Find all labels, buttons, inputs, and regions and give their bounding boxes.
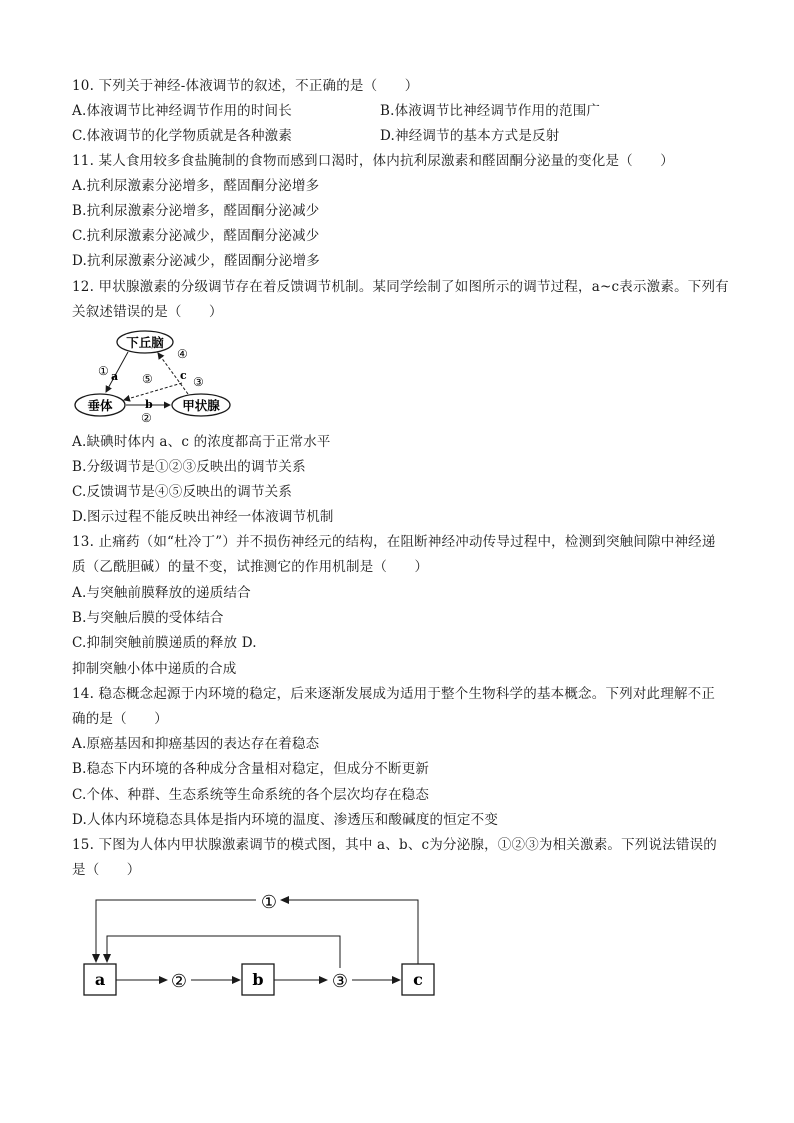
q13-stem-line1: 13. 止痛药（如“杜冷丁”）并不损伤神经元的结构，在阻断神经冲动传导过程中，检测到突触间隙中神经递 — [72, 534, 716, 550]
q14-option-b: B.稳态下内环境的各种成分含量相对稳定，但成分不断更新 — [72, 761, 430, 777]
q10-stem: 10. 下列关于神经-体液调节的叙述，不正确的是（ ） — [72, 78, 419, 94]
label-1: ① — [98, 364, 109, 378]
hormone-2-label: ② — [170, 971, 188, 992]
q14-option-c: C.个体、种群、生态系统等生命系统的各个层次均存在稳态 — [72, 787, 430, 803]
gland-c-label: c — [413, 970, 423, 989]
q12-option-b: B.分级调节是①②③反映出的调节关系 — [72, 459, 306, 475]
q11-option-b: B.抗利尿激素分泌增多，醛固酮分泌减少 — [72, 203, 320, 219]
q10-option-c: C.体液调节的化学物质就是各种激素 — [72, 128, 293, 144]
q14-option-d: D.人体内环境稳态具体是指内环境的温度、渗透压和酸碱度的恒定不变 — [72, 812, 499, 828]
label-b: b — [145, 398, 153, 411]
arrow-feedback-5 — [124, 383, 182, 400]
q10-option-a: A.体液调节比神经调节作用的时间长 — [72, 103, 292, 119]
q13-option-b: B.与突触后膜的受体结合 — [72, 610, 224, 626]
arrow-c-to-1 — [281, 900, 418, 964]
q12-option-d: D.图示过程不能反映出神经一体液调节机制 — [72, 509, 334, 525]
q15-stem-line1: 15. 下图为人体内甲状腺激素调节的模式图，其中 a、b、c为分泌腺，①②③为相关激素。下列说法错误的 — [72, 837, 718, 853]
label-a: a — [111, 370, 119, 383]
q14-option-a: A.原癌基因和抑癌基因的表达存在着稳态 — [72, 736, 320, 752]
q15-stem-line2: 是（ ） — [72, 862, 141, 878]
hormone-3-label: ③ — [331, 971, 349, 992]
q12-stem-line2: 关叙述错误的是（ ） — [72, 304, 223, 320]
hormone-1-label: ① — [260, 892, 278, 913]
q10-option-b: B.体液调节比神经调节作用的范围广 — [380, 103, 601, 119]
q13-option-a: A.与突触前膜释放的递质结合 — [72, 585, 251, 601]
label-3: ③ — [193, 375, 204, 389]
q15-thyroid-regulation-diagram — [80, 886, 440, 1002]
q13-option-d: 抑制突触小体中递质的合成 — [72, 661, 237, 677]
q11-option-d: D.抗利尿激素分泌减少，醛固酮分泌增多 — [72, 253, 320, 269]
q14-stem-line1: 14. 稳态概念起源于内环境的稳定，后来逐渐发展成为适用于整个生物科学的基本概念。下列对此理解不正 — [72, 686, 716, 702]
q12-stem-line1: 12. 甲状腺激素的分级调节存在着反馈调节机制。某同学绘制了如图所示的调节过程，a~c表示激素。下列有 — [72, 279, 729, 295]
q12-feedback-diagram — [70, 326, 240, 426]
q11-stem: 11. 某人食用较多食盐腌制的食物而感到口渴时，体内抗利尿激素和醛固酮分泌量的变化是（ ） — [72, 153, 674, 169]
hypothalamus-label: 下丘脑 — [126, 335, 164, 350]
q13-stem-line2: 质（乙酰胆碱）的量不变，试推测它的作用机制是（ ） — [72, 559, 429, 575]
gland-b-label: b — [252, 970, 264, 989]
label-5: ⑤ — [142, 372, 153, 386]
pituitary-label: 垂体 — [87, 398, 113, 413]
label-c: c — [180, 369, 187, 382]
arrow-1-to-a — [96, 900, 256, 962]
q14-stem-line2: 确的是（ ） — [72, 711, 168, 727]
q10-option-d: D.神经调节的基本方式是反射 — [380, 128, 560, 144]
q13-option-c: C.抑制突触前膜递质的释放 D. — [72, 635, 257, 651]
label-2: ② — [141, 411, 152, 425]
q12-option-c: C.反馈调节是④⑤反映出的调节关系 — [72, 484, 293, 500]
label-4: ④ — [177, 347, 188, 361]
q11-option-c: C.抗利尿激素分泌减少，醛固酮分泌减少 — [72, 228, 320, 244]
thyroid-label: 甲状腺 — [182, 398, 220, 413]
q12-option-a: A.缺碘时体内 a、c 的浓度都高于正常水平 — [72, 434, 331, 450]
gland-a-label: a — [94, 970, 106, 989]
arrow-3-feedback-to-a — [107, 936, 340, 968]
q11-option-a: A.抗利尿激素分泌增多，醛固酮分泌增多 — [72, 178, 320, 194]
